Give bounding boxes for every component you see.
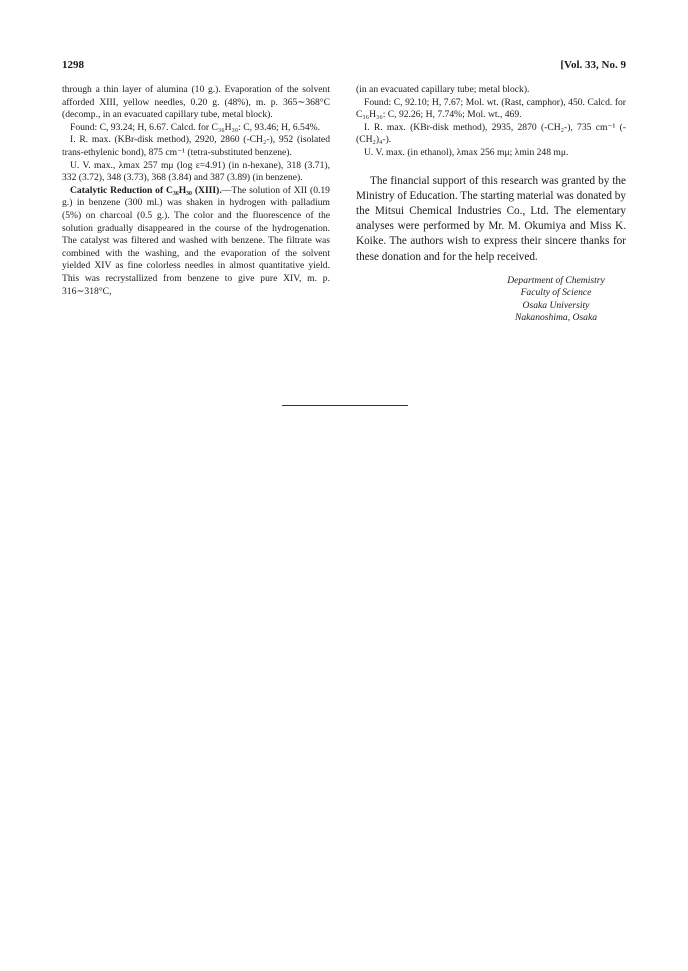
page-number: 1298 — [62, 59, 84, 71]
end-of-article-rule — [282, 405, 408, 406]
running-head: [Vol. 33, No. 9 — [560, 59, 626, 71]
paragraph-uv-xiv: U. V. max. (in ethanol), λmax 256 mμ; λmin 248 mμ. — [364, 146, 569, 158]
paragraph-ir-xiv: I. R. max. (KBr-disk method), 2935, 2870 (-CH₂-), 735 cm⁻¹ (-(CH₂)₄-). — [356, 121, 626, 146]
section-heading-catalytic-reduction: Catalytic Reduction of C₃₆H₃₀ (XIII). — [70, 184, 222, 196]
paragraph-uv-xiii: U. V. max., λmax 257 mμ (log ε=4.91) (in n-hexane), 318 (3.71), 332 (3.72), 348 (3.73), 368 (3.84) and 387 (3.89) (in benzene). — [62, 159, 330, 184]
catalytic-reduction-body: —The solution of XII (0.19 g.) in benzene (300 ml.) was shaken in hydrogen with palladium (5%) on charcoal (0.5 g.). The color and the fluorescence of the solution gradually disappeared in the course of the hydrogenation. The catalyst was filtered and washed with benzene. The filtrate was combined with the washing, and the evaporation of the solvent yielded XIV as fine colorless needles in almost quantitative yield. This was recrystallized from benzene to give pure XIV, m. p. 316∼318°C, — [62, 184, 330, 297]
affiliation-location: Nakanoshima, Osaka — [514, 312, 598, 323]
left-column — [62, 84, 330, 298]
affiliation-university: Osaka University — [522, 299, 590, 311]
right-column — [356, 84, 626, 324]
paragraph-capillary-continued: (in an evacuated capillary tube; metal block). — [356, 84, 530, 95]
paragraph-found-calcd-xiv: Found: C, 92.10; H, 7.67; Mol. wt. (Rast, camphor), 450. Calcd. for C₃₆H₃₆: C, 92.26; H, 7.74%; Mol. wt., 469. — [356, 96, 626, 121]
author-affiliation — [486, 275, 626, 325]
acknowledgement-paragraph: The financial support of this research was granted by the Ministry of Education. The starting material was donated by the Mitsui Chemical Industries Co., Ltd. The elementary analyses were performed by Mr. M. Okumiya and Miss K. Koike. The authors wish to express their sincere thanks for these donation and for the help received. — [356, 174, 626, 263]
affiliation-department: Department of Chemistry — [507, 274, 605, 286]
paragraph-ir-xiii: I. R. max. (KBr-disk method), 2920, 2860 (-CH₂-), 952 (isolated trans-ethylenic bond), 875 cm⁻¹ (tetra-substituted benzene). — [62, 134, 330, 158]
paragraph-xiii-yield: through a thin layer of alumina (10 g.). Evaporation of the solvent afforded XIII, yellow needles, 0.20 g. (48%), m. p. 365∼368°C (decomp., in an evacuated capillary tube, metal block). — [62, 84, 330, 121]
paragraph-found-calcd-xiii: Found: C, 93.24; H, 6.67. Calcd. for C₃₆H₃₀: C, 93.46; H, 6.54%. — [70, 121, 321, 133]
affiliation-faculty: Faculty of Science — [520, 287, 592, 299]
paragraph-catalytic-reduction — [62, 185, 330, 298]
